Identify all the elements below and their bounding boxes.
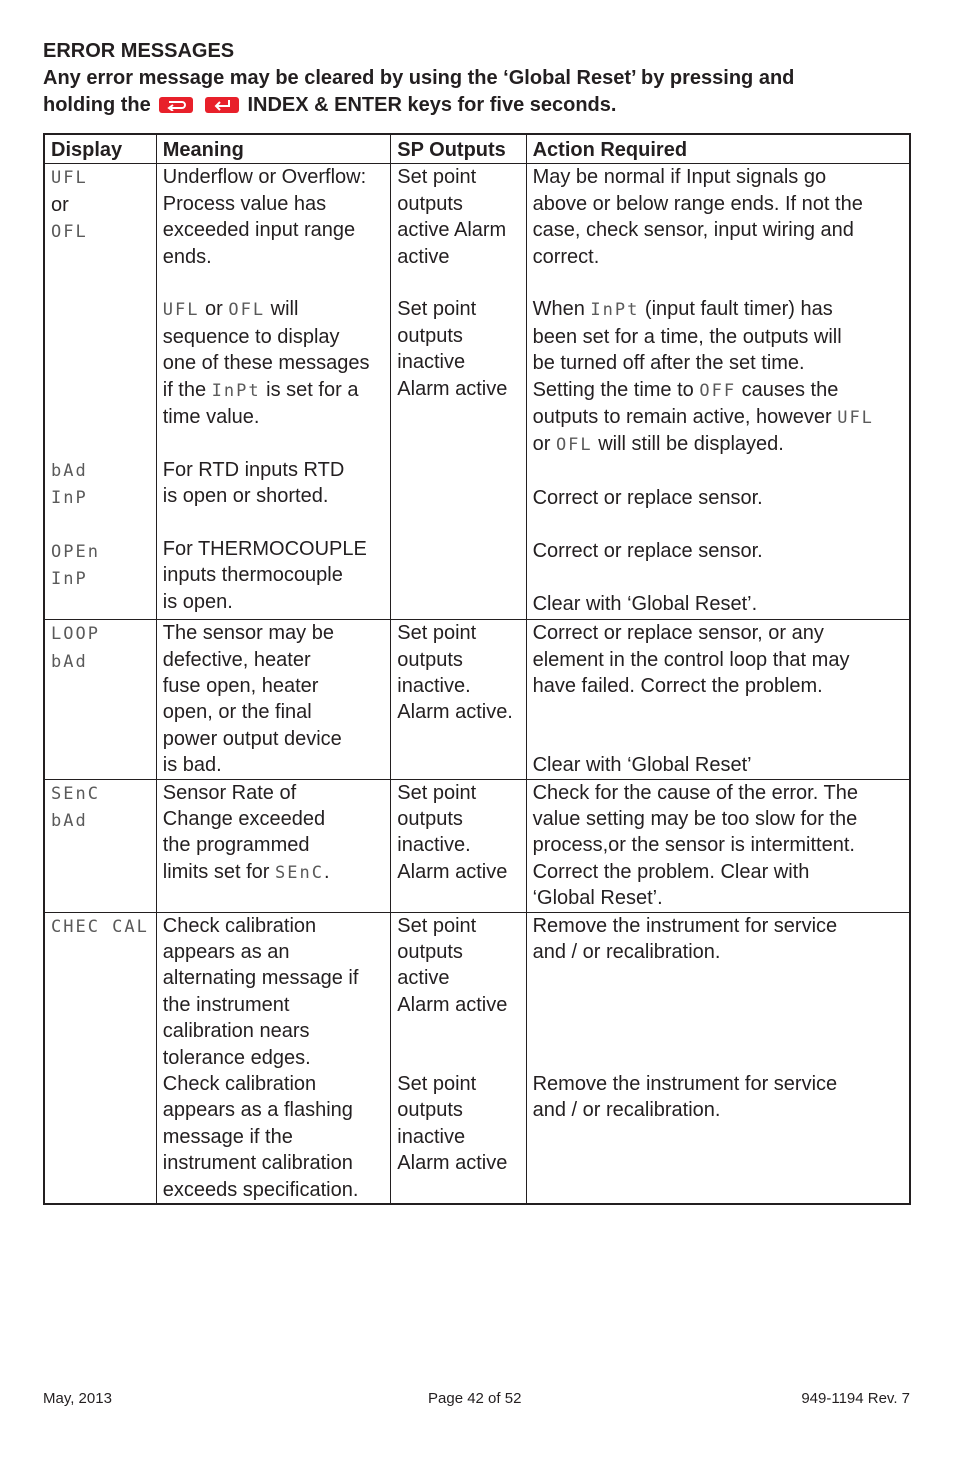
cell-line: [163, 806, 391, 832]
cell-line: [397, 217, 525, 243]
cell-line: [163, 1018, 391, 1044]
cell-text: value setting may be too slow for the: [532, 808, 858, 830]
enter-key-icon: [205, 97, 239, 113]
cell-line: [163, 1071, 391, 1097]
cell-line: [397, 806, 525, 832]
cell-line: [163, 1124, 391, 1150]
cell-line: [51, 512, 156, 538]
cell-text: correct.: [532, 245, 600, 268]
cell-line: [397, 1150, 525, 1176]
cell-line: [397, 647, 525, 673]
cell-line: [397, 376, 525, 402]
display-code: OFL: [555, 435, 593, 456]
cell-line: [163, 1177, 391, 1203]
cell-text: Alarm active: [397, 860, 508, 883]
display-code: UFL: [837, 408, 874, 429]
cell-line: [533, 1018, 909, 1044]
cell-line: [533, 485, 909, 511]
cell-text: calibration nears: [162, 1020, 310, 1043]
cell-text: power output device: [162, 727, 342, 750]
cell-line: [163, 350, 391, 376]
cell-text: appears as an: [162, 941, 290, 964]
display-code: InPt: [211, 380, 261, 401]
cell-text: Alarm active: [397, 377, 508, 400]
action-cell: [526, 912, 910, 1204]
cell-text: defective, heater: [162, 648, 311, 671]
cell-text: instrument calibration: [162, 1152, 353, 1175]
cell-line: [397, 1097, 525, 1123]
section-title: ERROR MESSAGES: [43, 40, 235, 62]
cell-line: [51, 404, 156, 430]
cell-line: [163, 164, 391, 190]
cell-line: [397, 965, 525, 991]
cell-line: [533, 992, 909, 1018]
cell-line: [163, 673, 391, 699]
cell-text: Set point: [397, 166, 477, 189]
table-row: [44, 779, 910, 912]
display-cell: [44, 912, 156, 1204]
display-code: bAd: [51, 460, 88, 481]
cell-text: Correct or replace sensor.: [532, 540, 763, 563]
cell-text: open, or the final: [162, 701, 312, 724]
cell-text: active: [397, 245, 450, 268]
meaning-cell: [156, 779, 391, 912]
cell-line: [51, 593, 156, 619]
cell-text: case, check sensor, input wiring and: [532, 219, 854, 242]
cell-line: [533, 431, 909, 458]
cell-line: [533, 324, 909, 350]
cell-line: [163, 430, 391, 456]
cell-line: [397, 913, 525, 939]
cell-text: active Alarm: [397, 219, 507, 242]
cell-line: [397, 939, 525, 965]
cell-line: [163, 324, 391, 350]
cell-line: [163, 1097, 391, 1123]
cell-text: outputs: [397, 808, 463, 830]
cell-line: [533, 885, 909, 911]
cell-line: [397, 859, 525, 885]
cell-text: Alarm active: [397, 993, 508, 1016]
cell-line: [533, 191, 909, 217]
cell-text: be turned off after the set time.: [532, 352, 805, 375]
cell-line: [51, 430, 156, 456]
cell-line: [163, 780, 391, 806]
cell-text: time value.: [162, 406, 260, 429]
cell-line: [51, 298, 156, 324]
cell-line: [163, 217, 391, 243]
cell-line: [163, 589, 391, 615]
cell-text: Sensor Rate of: [162, 781, 297, 804]
cell-text: inactive: [397, 1125, 466, 1148]
cell-line: [533, 1045, 909, 1071]
cell-line: [51, 272, 156, 298]
cell-line: [51, 620, 156, 647]
cell-line: [397, 699, 525, 725]
cell-text: ends.: [162, 245, 212, 268]
cell-line: [533, 780, 909, 806]
cell-text: if the: [162, 378, 212, 401]
table-row: [44, 164, 910, 620]
cell-line: [163, 270, 391, 296]
cell-text: outputs: [397, 1099, 463, 1122]
cell-text: outputs: [397, 324, 463, 347]
cell-text: Set point: [397, 622, 477, 645]
cell-text: Check calibration: [162, 914, 317, 937]
instruction-prefix: holding the: [43, 94, 151, 116]
cell-text: is open or shorted.: [162, 485, 329, 508]
sp-outputs-cell: [391, 912, 526, 1204]
display-code: CHEC CAL: [51, 916, 149, 937]
cell-line: [533, 1097, 909, 1123]
display-cell: [44, 164, 156, 620]
index-key-icon: [159, 97, 193, 113]
cell-text: Remove the instrument for service: [532, 1073, 838, 1095]
cell-text: inputs thermocouple: [162, 564, 343, 587]
cell-line: [163, 377, 391, 404]
cell-line: [397, 780, 525, 806]
cell-text: outputs to remain active, however: [532, 406, 838, 429]
footer-date: May, 2013: [43, 1390, 112, 1407]
cell-text: Set point: [397, 914, 477, 937]
cell-text: exceeds specification.: [162, 1178, 359, 1201]
cell-text: Set point: [397, 1073, 477, 1096]
display-code: OFF: [699, 380, 737, 401]
cell-line: [397, 1124, 525, 1150]
cell-line: [51, 565, 156, 592]
cell-line: [51, 378, 156, 404]
sp-outputs-cell: [391, 164, 526, 620]
display-code: LOOP: [51, 624, 100, 645]
meaning-cell: [156, 620, 391, 779]
cell-line: [163, 620, 391, 646]
cell-line: [51, 780, 156, 807]
cell-line: [163, 483, 391, 509]
cell-line: [163, 832, 391, 858]
cell-line: [51, 484, 156, 511]
cell-line: [163, 191, 391, 217]
meaning-cell: [156, 912, 391, 1204]
cell-text: will: [265, 298, 299, 321]
cell-line: [397, 296, 525, 322]
cell-line: [163, 244, 391, 270]
cell-line: [397, 1045, 525, 1071]
cell-text: Set point: [397, 298, 477, 321]
sp-outputs-cell: [391, 779, 526, 912]
cell-line: [533, 404, 909, 431]
cell-text: exceeded input range: [162, 219, 356, 242]
cell-line: [163, 1150, 391, 1176]
cell-text: limits set for: [162, 860, 275, 883]
footer-page-number: Page 42 of 52: [428, 1390, 522, 1407]
display-code: InPt: [590, 300, 640, 321]
display-code: OPEn: [51, 541, 100, 562]
cell-line: [51, 538, 156, 565]
cell-line: [163, 939, 391, 965]
cell-text: ‘Global Reset’.: [532, 887, 663, 910]
table-row: [44, 912, 910, 1204]
cell-line: [533, 965, 909, 991]
cell-text: is bad.: [162, 754, 222, 777]
cell-line: [163, 562, 391, 588]
cell-line: [163, 1045, 391, 1071]
cell-line: [397, 1018, 525, 1044]
display-code: InP: [51, 488, 88, 509]
cell-line: [51, 351, 156, 377]
cell-text: The sensor may be: [162, 622, 334, 645]
cell-line: [533, 564, 909, 590]
cell-line: [397, 323, 525, 349]
display-code: SEnC: [51, 783, 100, 804]
cell-text: Change exceeded: [162, 808, 326, 830]
cell-text: Check for the cause of the error. The: [532, 781, 858, 804]
display-code: SEnC: [275, 862, 324, 883]
cell-line: [51, 218, 156, 245]
cell-line: [533, 512, 909, 538]
cell-text: alternating message if: [162, 967, 359, 990]
table-row: [44, 620, 910, 779]
display-code: InP: [51, 569, 88, 590]
cell-text: sequence to display: [162, 325, 340, 348]
action-cell: [526, 620, 910, 779]
cell-text: process,or the sensor is intermittent.: [532, 834, 855, 857]
cell-text: or: [532, 433, 556, 456]
cell-line: [533, 832, 909, 858]
cell-text: outputs: [397, 941, 463, 964]
display-code: UFL: [51, 168, 88, 189]
display-code: OFL: [228, 300, 266, 321]
cell-line: [397, 349, 525, 375]
cell-line: [163, 510, 391, 536]
cell-line: [533, 726, 909, 752]
error-messages-table: [43, 133, 911, 1205]
cell-text: May be normal if Input signals go: [532, 166, 827, 189]
cell-line: [533, 859, 909, 885]
cell-text: fuse open, heater: [162, 674, 319, 697]
cell-line: [163, 647, 391, 673]
instruction-suffix: INDEX & ENTER keys for five seconds.: [247, 94, 617, 116]
cell-line: [51, 164, 156, 191]
cell-line: [397, 832, 525, 858]
cell-text: is set for a: [260, 378, 359, 401]
cell-line: [533, 591, 909, 617]
cell-text: Setting the time to: [532, 378, 700, 401]
cell-line: [533, 350, 909, 376]
cell-line: [397, 992, 525, 1018]
display-code: OFL: [51, 222, 88, 243]
table-header-row: [44, 134, 910, 164]
cell-line: [51, 457, 156, 484]
display-code: bAd: [51, 811, 88, 831]
cell-text: Alarm active: [397, 1152, 508, 1175]
cell-text: Check calibration: [162, 1073, 317, 1096]
cell-line: [533, 538, 909, 564]
cell-text: and / or recalibration.: [532, 1099, 721, 1122]
column-header-action-required: Action Required: [526, 134, 910, 164]
column-header-sp-outputs: SP Outputs: [391, 134, 526, 164]
cell-line: [397, 244, 525, 270]
cell-text: and / or recalibration.: [532, 941, 721, 964]
display-code: bAd: [51, 651, 88, 672]
instruction-line-1: Any error message may be cleared by using the ‘Global Reset’ by pressing and: [43, 67, 795, 89]
cell-line: [163, 404, 391, 430]
cell-text: Correct or replace sensor.: [532, 487, 763, 510]
cell-line: [397, 673, 525, 699]
display-code: UFL: [162, 300, 200, 321]
cell-line: [533, 699, 909, 725]
display-cell: [44, 779, 156, 912]
cell-line: [397, 270, 525, 296]
cell-line: [51, 807, 156, 834]
cell-line: [533, 217, 909, 243]
cell-text: inactive: [397, 351, 466, 374]
cell-line: [51, 246, 156, 272]
cell-text: tolerance edges.: [162, 1046, 311, 1069]
column-header-meaning: Meaning: [156, 134, 391, 164]
column-header-display: Display: [44, 134, 156, 164]
cell-line: [51, 192, 156, 218]
cell-line: [533, 939, 909, 965]
cell-text: (input fault timer) has: [639, 298, 833, 321]
cell-text: Correct the problem. Clear with: [532, 860, 810, 883]
cell-text: have failed. Correct the problem.: [532, 674, 823, 697]
cell-text: Process value has: [162, 192, 327, 215]
cell-text: Underflow or Overflow:: [162, 166, 367, 189]
cell-text: the instrument: [162, 993, 290, 1016]
cell-text: For RTD inputs RTD: [162, 458, 345, 481]
cell-text: will still be displayed.: [592, 433, 784, 456]
cell-line: [533, 620, 909, 646]
page-header: [43, 38, 923, 119]
cell-text: When: [532, 298, 591, 321]
instruction-line-2: [43, 92, 923, 119]
cell-line: [163, 913, 391, 939]
action-cell: [526, 779, 910, 912]
cell-text: is open.: [162, 590, 233, 613]
cell-line: [533, 296, 909, 323]
cell-line: [533, 806, 909, 832]
cell-line: [533, 459, 909, 485]
cell-line: [163, 992, 391, 1018]
cell-text: one of these messages: [162, 352, 370, 375]
cell-line: [397, 1071, 525, 1097]
cell-text: causes the: [736, 378, 839, 401]
cell-text: the programmed: [162, 834, 310, 857]
cell-line: [163, 859, 391, 886]
sp-outputs-cell: [391, 620, 526, 779]
cell-line: [533, 913, 909, 939]
cell-text: inactive.: [397, 834, 471, 857]
cell-text: outputs: [397, 192, 463, 215]
cell-text: Correct or replace sensor, or any: [532, 622, 824, 645]
cell-line: [163, 536, 391, 562]
cell-text: outputs: [397, 648, 463, 671]
cell-text: Alarm active.: [397, 701, 513, 724]
cell-text: .: [323, 860, 330, 883]
cell-text: or: [51, 193, 69, 216]
cell-line: [533, 1071, 909, 1097]
footer-document-number: 949-1194 Rev. 7: [801, 1390, 910, 1407]
cell-line: [163, 296, 391, 323]
cell-line: [397, 620, 525, 646]
cell-line: [533, 647, 909, 673]
cell-text: Clear with ‘Global Reset’: [532, 754, 752, 777]
cell-line: [51, 325, 156, 351]
cell-text: or: [199, 298, 229, 321]
cell-line: [397, 164, 525, 190]
cell-text: above or below range ends. If not the: [532, 192, 863, 215]
cell-text: active: [397, 967, 450, 990]
cell-text: Clear with ‘Global Reset’.: [532, 592, 758, 615]
cell-text: appears as a flashing: [162, 1099, 353, 1122]
cell-line: [163, 457, 391, 483]
display-cell: [44, 620, 156, 779]
cell-text: Set point: [397, 781, 477, 804]
cell-line: [397, 191, 525, 217]
cell-text: been set for a time, the outputs will: [532, 325, 842, 348]
cell-line: [163, 965, 391, 991]
meaning-cell: [156, 164, 391, 620]
cell-line: [533, 377, 909, 404]
cell-line: [51, 648, 156, 675]
cell-text: message if the: [162, 1125, 293, 1148]
cell-line: [533, 752, 909, 778]
cell-line: [533, 270, 909, 296]
cell-text: Remove the instrument for service: [532, 914, 838, 937]
action-cell: [526, 164, 910, 620]
cell-text: For THERMOCOUPLE: [162, 538, 367, 561]
cell-line: [51, 913, 156, 940]
cell-line: [163, 726, 391, 752]
cell-line: [533, 164, 909, 190]
cell-line: [163, 752, 391, 778]
cell-line: [163, 699, 391, 725]
cell-line: [533, 673, 909, 699]
cell-text: inactive.: [397, 674, 471, 697]
cell-line: [533, 244, 909, 270]
cell-text: element in the control loop that may: [532, 648, 850, 671]
